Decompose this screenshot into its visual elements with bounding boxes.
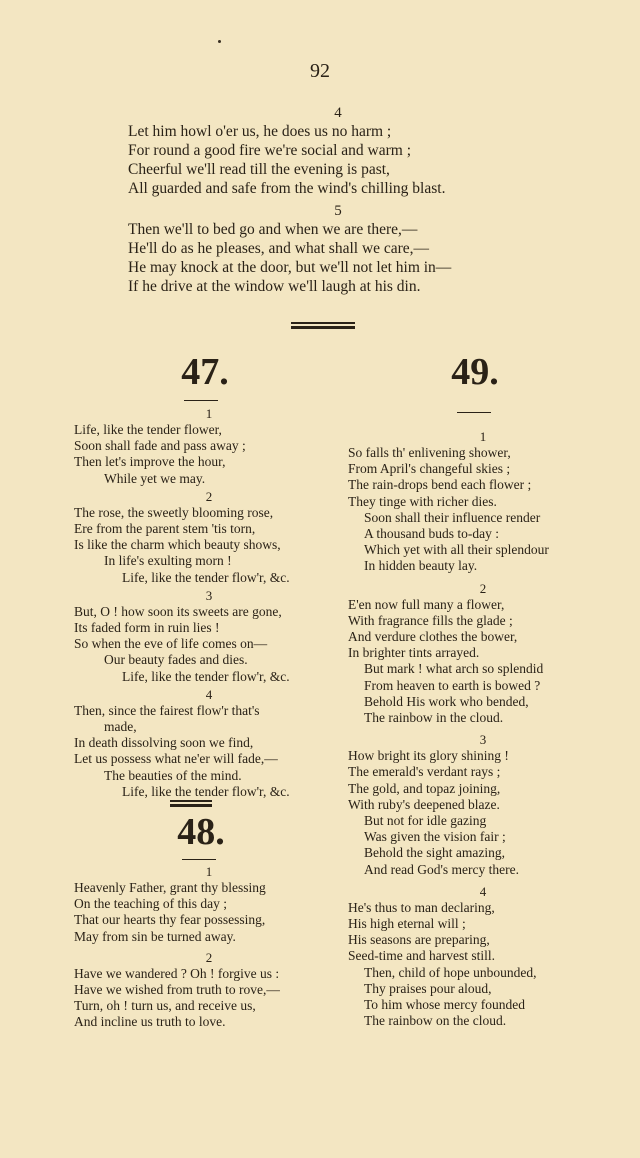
verse-line: Behold the sight amazing,: [364, 845, 505, 861]
verse-line: He'll do as he pleases, and what shall we care,—: [128, 240, 430, 257]
verse-line: He may knock at the door, but we'll not let him in—: [128, 259, 452, 276]
verse-line: Life, like the tender flower,: [74, 422, 222, 437]
verse-line: Is like the charm which beauty shows,: [74, 537, 281, 553]
verse-line: The gold, and topaz joining,: [348, 780, 501, 796]
ink-spot: [218, 40, 221, 43]
verse-line: From heaven to earth is bowed ?: [364, 677, 541, 693]
verse-line: That our hearts thy fear possessing,: [74, 912, 266, 928]
verse-line: They tinge with richer dies.: [348, 493, 497, 509]
stanza-number: 3: [205, 587, 213, 603]
verse-line: From April's changeful skies ;: [348, 461, 511, 477]
verse-line: His high eternal will ;: [348, 916, 466, 932]
verse-line: Ere from the parent stem 'tis torn,: [74, 521, 256, 537]
verse-line: made,: [104, 719, 137, 735]
verse-line: Then, since the fairest flow'r that's: [74, 702, 260, 718]
verse-line: Let him howl o'er us, he does us no harm ;: [128, 123, 392, 140]
stanza-number: 4: [334, 105, 342, 121]
verse-line: How bright its glory shining !: [348, 748, 509, 764]
verse-line: All guarded and safe from the wind's chilling blast.: [128, 180, 446, 197]
verse-line: If he drive at the window we'll laugh at his din.: [128, 278, 421, 295]
stanza-number: 4: [479, 883, 487, 899]
verse-line: Was given the vision fair ;: [364, 829, 506, 845]
verse-line: Turn, oh ! turn us, and receive us,: [74, 998, 256, 1014]
verse-line: Cheerful we'll read till the evening is past,: [128, 161, 390, 178]
verse-line: Our beauty fades and dies.: [104, 652, 248, 668]
refrain-line: Life, like the tender flow'r, &c.: [122, 668, 290, 684]
verse-line: Have we wandered ? Oh ! forgive us :: [74, 965, 280, 981]
verse-line: Then let's improve the hour,: [74, 454, 226, 470]
verse-line: Soon shall their influence render: [364, 509, 541, 525]
verse-line: Then, child of hope unbounded,: [364, 964, 537, 980]
stanza-number: 3: [479, 732, 487, 748]
verse-line: And incline us truth to love.: [74, 1014, 226, 1030]
divider: [457, 412, 491, 413]
verse-line: So falls th' enlivening shower,: [348, 445, 511, 460]
ornament-rule: [291, 322, 355, 324]
verse-line: Behold His work who bended,: [364, 693, 529, 709]
verse-line: For round a good fire we're social and warm ;: [128, 142, 411, 159]
stanza-number: 2: [205, 949, 213, 965]
verse-line: But, O ! how soon its sweets are gone,: [74, 603, 282, 619]
ornament-rule: [170, 804, 212, 807]
verse-line: In life's exulting morn !: [104, 553, 232, 569]
stanza-number: 1: [205, 864, 213, 879]
verse-line: To him whose mercy founded: [364, 997, 526, 1013]
stanza-number: 1: [479, 429, 487, 444]
verse-line: And verdure clothes the bower,: [348, 629, 518, 645]
refrain-line: Life, like the tender flow'r, &c.: [122, 783, 290, 799]
refrain-line: Life, like the tender flow'r, &c.: [122, 569, 290, 585]
verse-line: And read God's mercy there.: [364, 861, 519, 877]
verse-line: With fragrance fills the glade ;: [348, 612, 513, 628]
ornament-rule: [291, 326, 355, 329]
hymn-number-47: 47.: [181, 351, 229, 393]
verse-line: In death dissolving soon we find,: [74, 735, 254, 751]
verse-line: Have we wished from truth to rove,—: [74, 982, 280, 998]
verse-line: With ruby's deepened blaze.: [348, 796, 500, 812]
verse-line: Which yet with all their splendour: [364, 542, 549, 558]
verse-line: While yet we may.: [104, 470, 206, 486]
verse-line: The rainbow on the cloud.: [364, 1013, 507, 1029]
hymn-48-text: [74, 864, 344, 1031]
hymn-number-49: 49.: [451, 351, 499, 393]
divider: [184, 400, 218, 401]
stanza-number: 2: [479, 580, 487, 596]
verse-line: Thy praises pour aloud,: [364, 980, 492, 996]
verse-line: The rose, the sweetly blooming rose,: [74, 504, 274, 520]
page-number: 92: [310, 60, 330, 82]
verse-line: The rain-drops bend each flower ;: [348, 477, 532, 493]
verse-line: His seasons are preparing,: [348, 932, 490, 948]
verse-line: Heavenly Father, grant thy blessing: [74, 880, 266, 895]
stanza-number: 1: [205, 406, 213, 421]
stanza-number: 4: [205, 686, 213, 702]
verse-line: But mark ! what arch so splendid: [364, 661, 544, 677]
verse-line: In brighter tints arrayed.: [348, 645, 480, 661]
verse-line: On the teaching of this day ;: [74, 896, 227, 912]
verse-line: May from sin be turned away.: [74, 928, 236, 944]
verse-line: Let us possess what ne'er will fade,—: [74, 751, 278, 767]
stanza-number: 5: [334, 203, 342, 219]
verse-line: Its faded form in ruin lies !: [74, 620, 220, 636]
verse-line: The beauties of the mind.: [104, 767, 242, 783]
verse-line: The emerald's verdant rays ;: [348, 764, 501, 780]
verse-line: Then we'll to bed go and when we are there,—: [128, 221, 418, 238]
hymn-49-text: [348, 429, 618, 1030]
verse-line: Seed-time and harvest still.: [348, 948, 495, 964]
verse-line: But not for idle gazing: [364, 813, 487, 829]
ornament-rule: [170, 800, 212, 802]
verse-line: He's thus to man declaring,: [348, 899, 495, 915]
verse-line: The rainbow in the cloud.: [364, 710, 504, 726]
hymn-number-48: 48.: [177, 811, 225, 853]
stanza-number: 2: [205, 488, 213, 504]
verse-line: Soon shall fade and pass away ;: [74, 438, 246, 454]
divider: [182, 859, 216, 860]
verse-line: E'en now full many a flower,: [348, 596, 505, 612]
top-stanzas: [128, 104, 548, 296]
hymn-47-text: [74, 406, 344, 800]
verse-line: So when the eve of life comes on—: [74, 636, 268, 652]
verse-line: A thousand buds to-day :: [364, 526, 499, 542]
verse-line: In hidden beauty lay.: [364, 558, 478, 574]
